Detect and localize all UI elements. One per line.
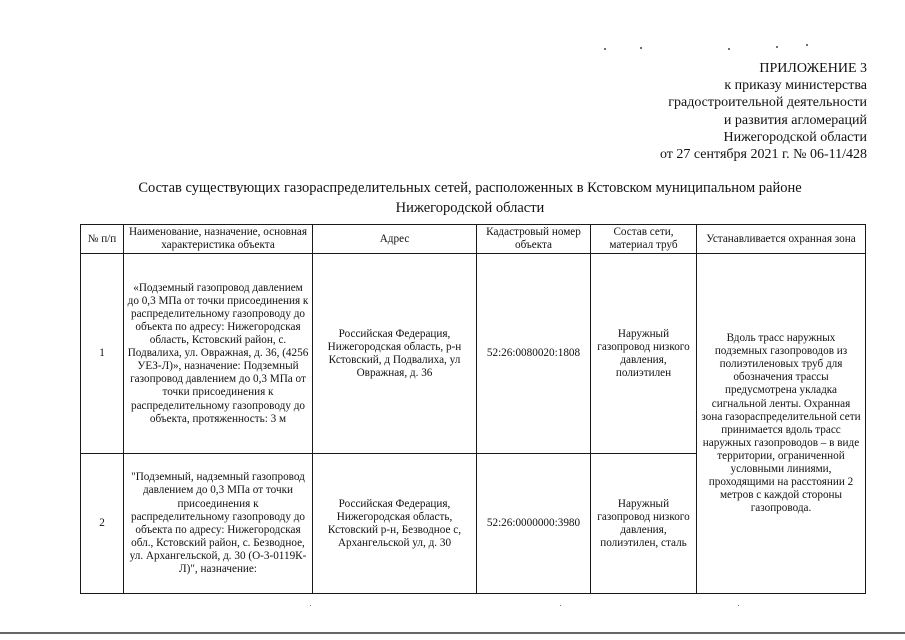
region-line: Нижегородской области	[723, 129, 867, 145]
object-description	[124, 454, 313, 594]
column-header-cadastral: Кадастровый номер объекта	[477, 225, 591, 254]
order-line: к приказу министерства	[724, 78, 867, 94]
scan-edge-line	[0, 632, 905, 634]
ministry-line-2: и развития агломераций	[723, 112, 867, 128]
scan-speck	[560, 605, 561, 606]
document-title-line-2: Нижегородской области	[395, 200, 545, 216]
order-date-number: от 27 сентября 2021 г. № 06-11/428	[659, 147, 867, 163]
document-title	[80, 178, 860, 218]
object-description-text: "Подземный, надземный газопровод давлением до 0,3 МПа от точки присоединения к распределительному газопроводу до объекта по адресу: Нижегородская обл., Кстовский район, с. Безводное, ул. Архангельской, д. 30 (О-3-0119К-Л)", назначение:	[129, 471, 307, 575]
scan-speck	[776, 46, 778, 48]
network-composition: Наружный газопровод низкого давления, полиэтилен, сталь	[591, 454, 697, 594]
table-row	[81, 254, 866, 454]
object-address: Российская Федерация, Нижегородская область, р-н Кстовский, д Подвалиха, ул Овражная, д. 36	[313, 254, 477, 454]
row-number: 1	[81, 254, 124, 454]
ministry-line: градостроительной деятельности	[668, 95, 867, 111]
column-header-address: Адрес	[313, 225, 477, 254]
scan-speck	[738, 605, 739, 606]
column-header-protection-zone: Устанавливается охранная зона	[697, 225, 866, 254]
order-header	[660, 60, 867, 163]
column-header-network: Состав сети, материал труб	[591, 225, 697, 254]
scan-speck	[728, 48, 730, 50]
object-address: Российская Федерация, Нижегородская область, Кстовский р-н, Безводное с, Архангельской ул, д. 30	[313, 454, 477, 594]
network-composition: Наружный газопровод низкого давления, полиэтилен	[591, 254, 697, 454]
cadastral-number: 52:26:0000000:3980	[477, 454, 591, 594]
scan-speck	[640, 47, 642, 49]
cadastral-number: 52:26:0080020:1808	[477, 254, 591, 454]
column-header-number: № п/п	[81, 225, 124, 254]
table-header-row	[81, 225, 866, 254]
protection-zone: Вдоль трасс наружных подземных газопроводов из полиэтиленовых труб для обозначения трассы предусмотрена укладка сигнальной ленты. Охранная зона газораспределительной сети принимается вдоль трасс наружных газопроводов – в виде территории, ограниченной условными линиями, проходящими на расстоянии 2 метров с каждой стороны газопровода.	[697, 254, 866, 594]
document-title-line-1: Состав существующих газораспределительных сетей, расположенных в Кстовском муниципальном районе	[138, 180, 802, 196]
scan-speck	[806, 44, 808, 46]
scan-speck	[604, 48, 606, 50]
gas-network-table	[80, 224, 866, 594]
appendix-title: ПРИЛОЖЕНИЕ 3	[759, 61, 867, 76]
object-description	[124, 254, 313, 454]
object-description-text: «Подземный газопровод давлением до 0,3 МПа от точки присоединения к распределительному газопроводу до объекта по адресу: Нижегородская область, Кстовский район, с. Подвалиха, ул. Овражная, д. 36, (4256 УЕЗ-Л)», назначение: Подземный газопровод давлением до 0,3 МПа от точки присоединения к распределительному газопроводу до объекта, протяженность: 3 м	[127, 281, 309, 425]
column-header-description: Наименование, назначение, основная характеристика объекта	[124, 225, 313, 254]
row-number: 2	[81, 454, 124, 594]
scan-speck	[310, 605, 311, 606]
